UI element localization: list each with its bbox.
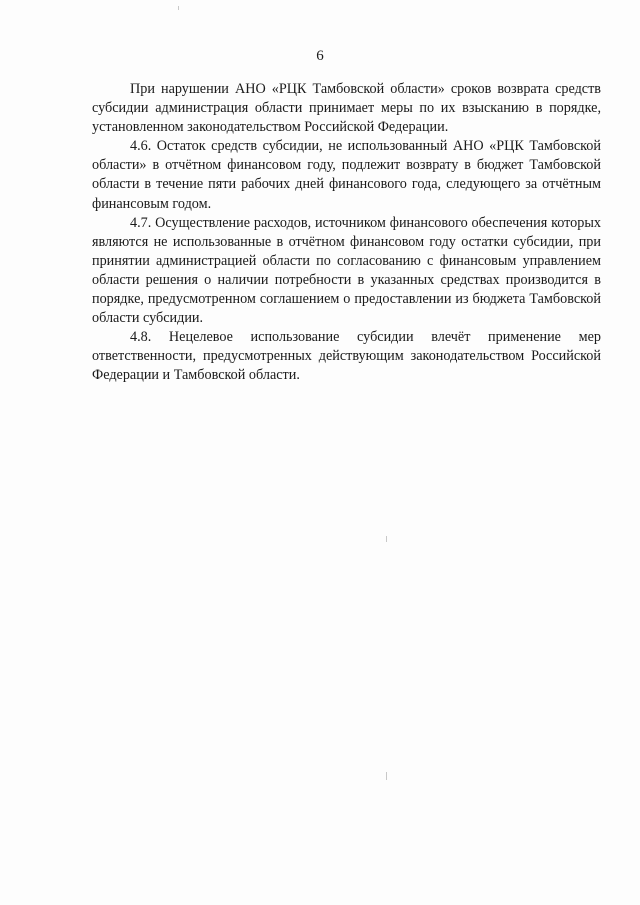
paragraph-4-6: 4.6. Остаток средств субсидии, не использованный АНО «РЦК Тамбовской области» в отчётном финансовом году, подлежит возврату в бюджет Тамбовской области в течение пяти рабочих дней финансового года, следующего за отчётным финансовым годом. — [92, 138, 601, 212]
paragraph-4-7: 4.7. Осуществление расходов, источником финансового обеспечения которых являются не использованные в отчётном финансовом году остатки субсидии, при принятии администрацией области по согласованию с финансовым управлением области решения о наличии потребности в указанных средствах производится в порядке, предусмотренном соглашением о предоставлении из бюджета Тамбовской области субсидии. — [92, 214, 601, 327]
scan-artifact — [178, 6, 179, 10]
scan-artifact — [386, 772, 387, 780]
body-text — [92, 80, 601, 386]
paragraph-4-8: 4.8. Нецелевое использование субсидии влечёт применение мер ответственности, предусмотренных действующим законодательством Российской Федерации и Тамбовской области. — [92, 329, 601, 384]
scan-artifact — [386, 536, 387, 542]
paragraph-refund-violation: При нарушении АНО «РЦК Тамбовской области» сроков возврата средств субсидии администрация области принимает меры по их взысканию в порядке, установленном законодательством Российской Федерации. — [92, 81, 601, 136]
page-number: 6 — [316, 48, 324, 64]
